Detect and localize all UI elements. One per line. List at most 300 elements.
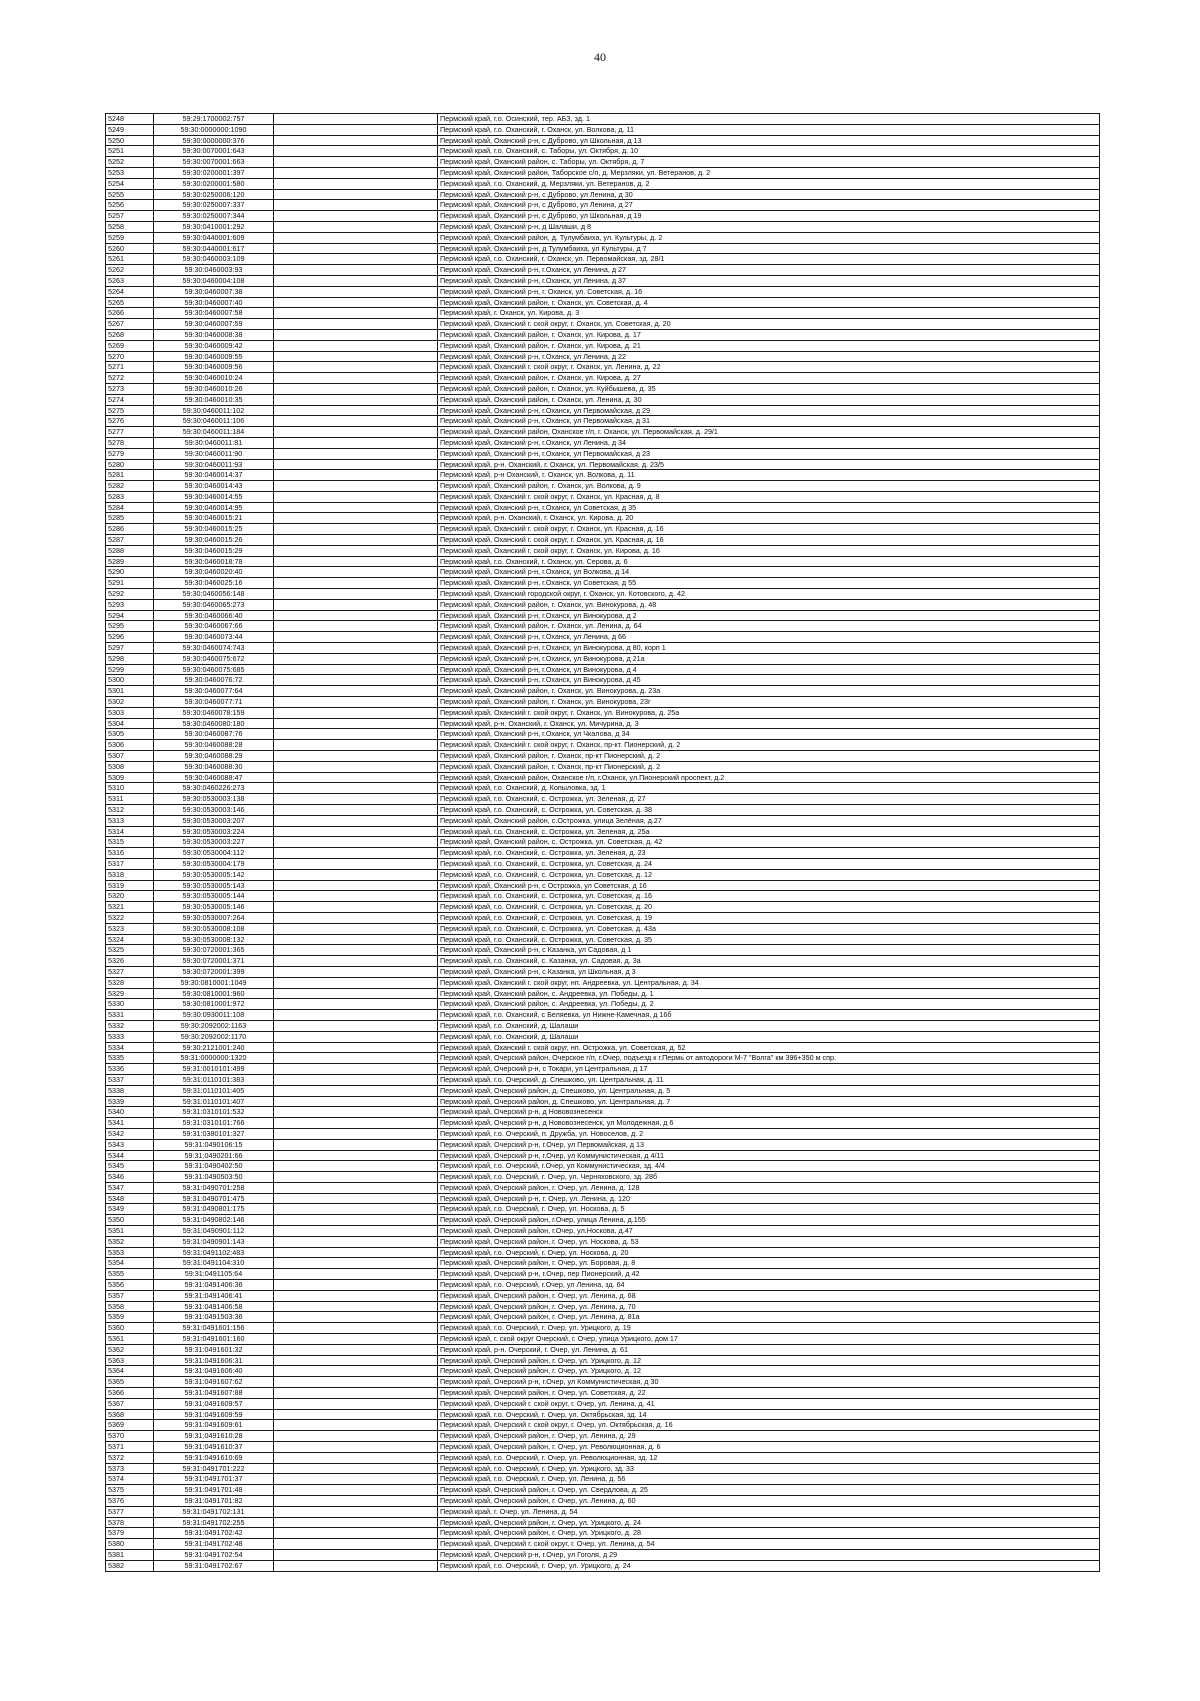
empty-cell [274, 1301, 438, 1312]
address-cell: Пермский край, г. Оханск, ул. Кирова, д. 3 [438, 308, 1100, 319]
empty-cell [274, 416, 438, 427]
row-number-cell: 5315 [106, 837, 154, 848]
empty-cell [274, 837, 438, 848]
row-number-cell: 5258 [106, 221, 154, 232]
address-cell: Пермский край, р-н. Оханский, г. Оханск, ул. Мичурина, д. 3 [438, 718, 1100, 729]
row-number-cell: 5281 [106, 470, 154, 481]
row-number-cell: 5320 [106, 891, 154, 902]
cadastral-number-cell: 59:30:0460015:26 [154, 535, 274, 546]
cadastral-number-cell: 59:29:1700002:757 [154, 114, 274, 125]
address-cell: Пермский край, Оханский район, д. Тулумбаиха, ул. Культуры, д. 2 [438, 232, 1100, 243]
row-number-cell: 5280 [106, 459, 154, 470]
address-cell: Пермский край, Оханский р-н, г.Оханск, ул Ленина, д 37 [438, 275, 1100, 286]
address-cell: Пермский край, г.о. Осинский, тер. АБЗ, зд. 1 [438, 114, 1100, 125]
cadastral-number-cell: 59:30:0460011:93 [154, 459, 274, 470]
row-number-cell: 5283 [106, 491, 154, 502]
row-number-cell: 5271 [106, 362, 154, 373]
row-number-cell: 5264 [106, 286, 154, 297]
address-cell: Пермский край, Оханский р-н, г.Оханск, ул Винокурова, д 4 [438, 664, 1100, 675]
row-number-cell: 5305 [106, 729, 154, 740]
address-cell: Пермский край, г.о. Оханский, д. Шалаши [438, 1020, 1100, 1031]
address-cell: Пермский край, г. ской округ Очерский, г. Очер, улица Урицкого, дом 17 [438, 1334, 1100, 1345]
row-number-cell: 5346 [106, 1172, 154, 1183]
cadastral-number-cell: 59:30:0530004:179 [154, 858, 274, 869]
row-number-cell: 5323 [106, 923, 154, 934]
address-cell: Пермский край, Оханский район, с.Острожка, улица Зелёная, д.27 [438, 815, 1100, 826]
empty-cell [274, 902, 438, 913]
empty-cell [274, 815, 438, 826]
table-row [106, 157, 1100, 168]
row-number-cell: 5345 [106, 1161, 154, 1172]
row-number-cell: 5319 [106, 880, 154, 891]
empty-cell [274, 545, 438, 556]
address-cell: Пермский край, Оханский р-н, г.Оханск, ул Волкова, д 14 [438, 567, 1100, 578]
table-row [106, 1042, 1100, 1053]
empty-cell [274, 437, 438, 448]
cadastral-number-cell: 59:31:0491702:131 [154, 1506, 274, 1517]
table-row [106, 362, 1100, 373]
cadastral-number-cell: 59:30:0460015:21 [154, 513, 274, 524]
cadastral-number-cell: 59:30:0460075:685 [154, 664, 274, 675]
cadastral-number-cell: 59:30:0250006:120 [154, 189, 274, 200]
empty-cell [274, 383, 438, 394]
table-row [106, 286, 1100, 297]
row-number-cell: 5373 [106, 1463, 154, 1474]
table-row [106, 999, 1100, 1010]
row-number-cell: 5253 [106, 167, 154, 178]
empty-cell [274, 1215, 438, 1226]
cadastral-number-cell: 59:30:0410001:292 [154, 221, 274, 232]
row-number-cell: 5318 [106, 869, 154, 880]
cadastral-number-cell: 59:31:0491601:160 [154, 1334, 274, 1345]
empty-cell [274, 427, 438, 438]
empty-cell [274, 761, 438, 772]
cadastral-number-cell: 59:31:0491701:222 [154, 1463, 274, 1474]
empty-cell [274, 535, 438, 546]
address-cell: Пермский край, Очерский район, г. Очер, ул. Свердлова, д. 25 [438, 1485, 1100, 1496]
address-cell: Пермский край, г.о. Очерский, д. Спешково, ул. Центральная, д. 11 [438, 1074, 1100, 1085]
table-row [106, 448, 1100, 459]
empty-cell [274, 956, 438, 967]
address-cell: Пермский край, Оханский г. ской округ, г. Оханск, ул. Красная, д. 8 [438, 491, 1100, 502]
row-number-cell: 5357 [106, 1290, 154, 1301]
empty-cell [274, 1290, 438, 1301]
address-cell: Пермский край, Оханский г. ской округ, г. Оханск, ул. Винокурова, д. 25а [438, 707, 1100, 718]
empty-cell [274, 567, 438, 578]
empty-cell [274, 1528, 438, 1539]
row-number-cell: 5361 [106, 1334, 154, 1345]
empty-cell [274, 934, 438, 945]
address-cell: Пермский край, Очерский район, г. Очер, ул. Ленина, д. 70 [438, 1301, 1100, 1312]
row-number-cell: 5326 [106, 956, 154, 967]
table-row [106, 988, 1100, 999]
table-row [106, 1312, 1100, 1323]
empty-cell [274, 923, 438, 934]
row-number-cell: 5289 [106, 556, 154, 567]
row-number-cell: 5365 [106, 1377, 154, 1388]
table-row [106, 956, 1100, 967]
table-row [106, 578, 1100, 589]
row-number-cell: 5379 [106, 1528, 154, 1539]
cadastral-number-cell: 59:30:0720001:365 [154, 945, 274, 956]
empty-cell [274, 675, 438, 686]
address-cell: Пермский край, р-н Оханский, г. Оханск, ул. Волкова, д. 11 [438, 470, 1100, 481]
table-row [106, 308, 1100, 319]
row-number-cell: 5374 [106, 1474, 154, 1485]
table-row [106, 1528, 1100, 1539]
row-number-cell: 5269 [106, 340, 154, 351]
empty-cell [274, 1107, 438, 1118]
cadastral-number-cell: 59:30:0460073:44 [154, 632, 274, 643]
cadastral-number-cell: 59:30:2121001:240 [154, 1042, 274, 1053]
table-row [106, 1506, 1100, 1517]
empty-cell [274, 1355, 438, 1366]
row-number-cell: 5362 [106, 1344, 154, 1355]
row-number-cell: 5380 [106, 1539, 154, 1550]
table-row [106, 643, 1100, 654]
empty-cell [274, 1096, 438, 1107]
table-row [106, 1517, 1100, 1528]
address-cell: Пермский край, г.о. Оханский, с. Острожка, ул. Зеленая, д. 25а [438, 826, 1100, 837]
address-cell: Пермский край, Оханский р-н, с Дуброво, ул Школьная, д 13 [438, 135, 1100, 146]
address-cell: Пермский край, Оханский г. ской округ, г. Оханск, пр-кт. Пионерский, д. 2 [438, 740, 1100, 751]
address-cell: Пермский край, г.о. Очерский, г. Очер, ул. Черняховского, зд. 28б [438, 1172, 1100, 1183]
address-cell: Пермский край, г.о. Оханский, с. Острожка, ул. Зеленая, д. 23 [438, 848, 1100, 859]
address-cell: Пермский край, Очерский район, г. Очер, ул. Урицкого, д. 28 [438, 1528, 1100, 1539]
empty-cell [274, 329, 438, 340]
table-row [106, 1215, 1100, 1226]
cadastral-number-cell: 59:30:0530003:146 [154, 805, 274, 816]
empty-cell [274, 794, 438, 805]
row-number-cell: 5293 [106, 599, 154, 610]
row-number-cell: 5294 [106, 610, 154, 621]
table-row [106, 1463, 1100, 1474]
address-cell: Пермский край, г.о. Оханский, с. Казанка, ул. Садовая, д. 3а [438, 956, 1100, 967]
cadastral-number-cell: 59:30:0250007:344 [154, 211, 274, 222]
row-number-cell: 5270 [106, 351, 154, 362]
cadastral-number-cell: 59:31:0491702:42 [154, 1528, 274, 1539]
empty-cell [274, 114, 438, 125]
row-number-cell: 5262 [106, 265, 154, 276]
cadastral-number-cell: 59:31:0110101:405 [154, 1085, 274, 1096]
address-cell: Пермский край, Оханский г. ской округ, г. Оханск, ул. Кирова, д. 16 [438, 545, 1100, 556]
empty-cell [274, 1442, 438, 1453]
empty-cell [274, 167, 438, 178]
row-number-cell: 5353 [106, 1247, 154, 1258]
cadastral-number-cell: 59:30:0200001:397 [154, 167, 274, 178]
empty-cell [274, 1128, 438, 1139]
address-cell: Пермский край, Очерский р-н, г.Очер, ул Коммунистическая, д 30 [438, 1377, 1100, 1388]
row-number-cell: 5296 [106, 632, 154, 643]
address-cell: Пермский край, Оханский р-н, г.Оханск, ул Первомайская, д 23 [438, 448, 1100, 459]
row-number-cell: 5261 [106, 254, 154, 265]
address-cell: Пермский край, Очерский район, г. Очер, ул. Ленина, д. 60 [438, 1496, 1100, 1507]
cadastral-number-cell: 59:31:0491102:483 [154, 1247, 274, 1258]
cadastral-number-cell: 59:30:0460077:71 [154, 697, 274, 708]
empty-cell [274, 1193, 438, 1204]
table-row [106, 297, 1100, 308]
table-row [106, 1280, 1100, 1291]
cadastral-number-cell: 59:31:0491610:28 [154, 1431, 274, 1442]
row-number-cell: 5314 [106, 826, 154, 837]
cadastral-number-cell: 59:31:0491601:156 [154, 1323, 274, 1334]
empty-cell [274, 729, 438, 740]
address-cell: Пермский край, Очерский р-н, г.Очер, ул Гоголя, д 29 [438, 1549, 1100, 1560]
table-row [106, 707, 1100, 718]
address-cell: Пермский край, Очерский район, г. Очер, ул. Ленина, д. 81а [438, 1312, 1100, 1323]
empty-cell [274, 1172, 438, 1183]
address-cell: Пермский край, Оханский р-н, г.Оханск, ул Первомайская, д 29 [438, 405, 1100, 416]
row-number-cell: 5256 [106, 200, 154, 211]
row-number-cell: 5342 [106, 1128, 154, 1139]
empty-cell [274, 124, 438, 135]
row-number-cell: 5350 [106, 1215, 154, 1226]
cadastral-number-cell: 59:30:0460010:26 [154, 383, 274, 394]
table-row [106, 437, 1100, 448]
cadastral-number-cell: 59:31:0491701:48 [154, 1485, 274, 1496]
row-number-cell: 5328 [106, 977, 154, 988]
row-number-cell: 5252 [106, 157, 154, 168]
cadastral-number-cell: 59:30:0530007:264 [154, 912, 274, 923]
table-row [106, 966, 1100, 977]
table-body [106, 114, 1100, 1572]
row-number-cell: 5249 [106, 124, 154, 135]
table-row [106, 1344, 1100, 1355]
address-cell: Пермский край, Очерский г. ской округ, г. Очер, ул. Октябрьская, д. 16 [438, 1420, 1100, 1431]
table-row [106, 535, 1100, 546]
table-row [106, 470, 1100, 481]
empty-cell [274, 232, 438, 243]
address-cell: Пермский край, Очерский район, д. Спешково, ул. Центральная, д. 7 [438, 1096, 1100, 1107]
row-number-cell: 5251 [106, 146, 154, 157]
empty-cell [274, 243, 438, 254]
address-cell: Пермский край, г.о. Оханский, с. Острожка, ул. Советская, д. 19 [438, 912, 1100, 923]
table-row [106, 729, 1100, 740]
page-number: 40 [594, 50, 606, 64]
empty-cell [274, 999, 438, 1010]
table-row [106, 394, 1100, 405]
address-cell: Пермский край, Оханский г. ской округ, г. Оханск, ул. Ленина, д. 22 [438, 362, 1100, 373]
empty-cell [274, 351, 438, 362]
table-row [106, 556, 1100, 567]
empty-cell [274, 1247, 438, 1258]
address-cell: Пермский край, Очерский район, г. Очер, ул. Урицкого, д. 12 [438, 1366, 1100, 1377]
empty-cell [274, 524, 438, 535]
empty-cell [274, 189, 438, 200]
row-number-cell: 5333 [106, 1031, 154, 1042]
empty-cell [274, 1452, 438, 1463]
cadastral-number-cell: 59:31:0491702:54 [154, 1549, 274, 1560]
address-cell: Пермский край, Очерский район, г. Очер, ул. Боровая, д. 8 [438, 1258, 1100, 1269]
table-row [106, 1549, 1100, 1560]
address-cell: Пермский край, г.о. Оханский, д. Мерзляки, ул. Ветеранов, д. 2 [438, 178, 1100, 189]
table-row [106, 977, 1100, 988]
row-number-cell: 5274 [106, 394, 154, 405]
address-cell: Пермский край, Очерский р-н, д Нововознесенск, ул Молодежная, д 6 [438, 1118, 1100, 1129]
cadastral-number-cell: 59:30:0460010:24 [154, 373, 274, 384]
table-row [106, 1269, 1100, 1280]
empty-cell [274, 805, 438, 816]
row-number-cell: 5286 [106, 524, 154, 535]
address-cell: Пермский край, г.о. Оханский, с. Острожка, ул. Советская, д. 38 [438, 805, 1100, 816]
cadastral-number-cell: 59:30:0460011:106 [154, 416, 274, 427]
cadastral-number-cell: 59:30:0460008:38 [154, 329, 274, 340]
empty-cell [274, 599, 438, 610]
empty-cell [274, 1118, 438, 1129]
row-number-cell: 5297 [106, 643, 154, 654]
address-cell: Пермский край, г.о. Очерский, г. Очер, ул. Носкова, д. 5 [438, 1204, 1100, 1215]
empty-cell [274, 513, 438, 524]
table-row [106, 373, 1100, 384]
row-number-cell: 5275 [106, 405, 154, 416]
address-cell: Пермский край, Оханский р-н, г.Оханск, ул Винокурова, д 80, корп 1 [438, 643, 1100, 654]
row-number-cell: 5382 [106, 1560, 154, 1571]
cadastral-number-cell: 59:31:0491702:67 [154, 1560, 274, 1571]
row-number-cell: 5309 [106, 772, 154, 783]
cadastral-number-cell: 59:31:0491601:32 [154, 1344, 274, 1355]
cadastral-number-cell: 59:31:0000000:1320 [154, 1053, 274, 1064]
row-number-cell: 5250 [106, 135, 154, 146]
table-row [106, 1431, 1100, 1442]
cadastral-number-cell: 59:30:2092002:1163 [154, 1020, 274, 1031]
row-number-cell: 5367 [106, 1398, 154, 1409]
empty-cell [274, 1139, 438, 1150]
address-cell: Пермский край, Очерский район, д. Спешково, ул. Центральная, д. 5 [438, 1085, 1100, 1096]
row-number-cell: 5347 [106, 1182, 154, 1193]
address-cell: Пермский край, г.о. Очерский, г.Очер, ул Коммунистическая, зд. 4/4 [438, 1161, 1100, 1172]
cadastral-number-cell: 59:30:0460009:42 [154, 340, 274, 351]
table-row [106, 243, 1100, 254]
row-number-cell: 5291 [106, 578, 154, 589]
empty-cell [274, 1280, 438, 1291]
table-row [106, 1366, 1100, 1377]
empty-cell [274, 481, 438, 492]
empty-cell [274, 589, 438, 600]
row-number-cell: 5348 [106, 1193, 154, 1204]
cadastral-number-cell: 59:31:0490701:475 [154, 1193, 274, 1204]
empty-cell [274, 135, 438, 146]
empty-cell [274, 826, 438, 837]
table-row [106, 275, 1100, 286]
empty-cell [274, 653, 438, 664]
address-cell: Пермский край, р-н. Оханский, г. Оханск, ул. Первомайская, д. 23/5 [438, 459, 1100, 470]
address-cell: Пермский край, г.о. Оханский, с Беляевка, ул Нижне-Камечная, д 16б [438, 1010, 1100, 1021]
table-row [106, 1064, 1100, 1075]
row-number-cell: 5358 [106, 1301, 154, 1312]
empty-cell [274, 1064, 438, 1075]
cadastral-number-cell: 59:30:0460009:55 [154, 351, 274, 362]
row-number-cell: 5334 [106, 1042, 154, 1053]
address-cell: Пермский край, Оханский район, с. Андреевка, ул. Победы, д. 1 [438, 988, 1100, 999]
address-cell: Пермский край, Оханский р-н, г.Оханск, ул Винокурова, д 2 [438, 610, 1100, 621]
table-row [106, 1074, 1100, 1085]
address-cell: Пермский край, Оханский район, с. Острожка, ул. Советская, д. 42 [438, 837, 1100, 848]
cadastral-number-cell: 59:31:0491406:58 [154, 1301, 274, 1312]
empty-cell [274, 632, 438, 643]
table-row [106, 167, 1100, 178]
table-row [106, 1452, 1100, 1463]
address-cell: Пермский край, Оханский район, г. Оханск, пр-кт Пионерский, д. 2 [438, 751, 1100, 762]
row-number-cell: 5356 [106, 1280, 154, 1291]
row-number-cell: 5300 [106, 675, 154, 686]
cadastral-number-cell: 59:30:0460011:90 [154, 448, 274, 459]
empty-cell [274, 686, 438, 697]
table-row [106, 1474, 1100, 1485]
address-cell: Пермский край, Оханский г. ской округ, г. Оханск, ул. Советская, д. 20 [438, 319, 1100, 330]
table-row [106, 427, 1100, 438]
table-row [106, 265, 1100, 276]
address-cell: Пермский край, Очерский р-н, с Токари, ул Центральная, д 17 [438, 1064, 1100, 1075]
table-row [106, 869, 1100, 880]
row-number-cell: 5364 [106, 1366, 154, 1377]
address-cell: Пермский край, Оханский район, Таборское с/п, д. Мерзляки, ул. Ветеранов, д. 2 [438, 167, 1100, 178]
table-row [106, 481, 1100, 492]
table-row [106, 1442, 1100, 1453]
cadastral-number-cell: 59:30:0720001:371 [154, 956, 274, 967]
table-row [106, 826, 1100, 837]
address-cell: Пермский край, Оханский г. ской округ, г. Оханск, ул. Красная, д. 16 [438, 535, 1100, 546]
cadastral-number-cell: 59:31:0110101:407 [154, 1096, 274, 1107]
address-cell: Пермский край, Оханский р-н, г. Оханск, ул. Советская, д. 16 [438, 286, 1100, 297]
table-row [106, 545, 1100, 556]
address-cell: Пермский край, г.о. Оханский, с. Острожка, ул. Зеленая, д. 27 [438, 794, 1100, 805]
empty-cell [274, 1366, 438, 1377]
cadastral-number-cell: 59:30:0460010:35 [154, 394, 274, 405]
empty-cell [274, 988, 438, 999]
table-row [106, 383, 1100, 394]
empty-cell [274, 394, 438, 405]
cadastral-number-cell: 59:30:0460003:109 [154, 254, 274, 265]
cadastral-number-cell: 59:31:0491702:255 [154, 1517, 274, 1528]
table-row [106, 718, 1100, 729]
table-row [106, 1496, 1100, 1507]
empty-cell [274, 1344, 438, 1355]
table-row [106, 1096, 1100, 1107]
table-row [106, 1107, 1100, 1118]
address-cell: Пермский край, Оханский район, с. Андреевка, ул. Победы, д. 2 [438, 999, 1100, 1010]
row-number-cell: 5327 [106, 966, 154, 977]
table-row [106, 491, 1100, 502]
address-cell: Пермский край, Очерский г. ской округ, г. Очер, ул. Ленина, д. 54 [438, 1539, 1100, 1550]
empty-cell [274, 1506, 438, 1517]
row-number-cell: 5313 [106, 815, 154, 826]
row-number-cell: 5329 [106, 988, 154, 999]
cadastral-number-cell: 59:30:0530005:143 [154, 880, 274, 891]
empty-cell [274, 869, 438, 880]
table-row [106, 1247, 1100, 1258]
row-number-cell: 5363 [106, 1355, 154, 1366]
cadastral-number-cell: 59:30:0460088:29 [154, 751, 274, 762]
empty-cell [274, 858, 438, 869]
row-number-cell: 5308 [106, 761, 154, 772]
cadastral-number-cell: 59:31:0490106:15 [154, 1139, 274, 1150]
address-cell: Пермский край, Очерский район, г.Очер, ул.Носкова, д.47 [438, 1226, 1100, 1237]
cadastral-number-cell: 59:30:0460087:76 [154, 729, 274, 740]
address-cell: Пермский край, Оханский район, с. Таборы, ул. Октября, д. 7 [438, 157, 1100, 168]
table-row [106, 902, 1100, 913]
row-number-cell: 5325 [106, 945, 154, 956]
address-cell: Пермский край, Очерский р-н, г.Очер, ул Первомайская, д 13 [438, 1139, 1100, 1150]
table-row [106, 891, 1100, 902]
table-row [106, 740, 1100, 751]
row-number-cell: 5263 [106, 275, 154, 286]
row-number-cell: 5285 [106, 513, 154, 524]
table-row [106, 783, 1100, 794]
cadastral-number-cell: 59:31:0010101:499 [154, 1064, 274, 1075]
empty-cell [274, 610, 438, 621]
address-cell: Пермский край, Оханский район, г. Оханск, ул. Волкова, д. 9 [438, 481, 1100, 492]
address-cell: Пермский край, г.о. Оханский, с. Острожка, ул. Советская, д. 24 [438, 858, 1100, 869]
